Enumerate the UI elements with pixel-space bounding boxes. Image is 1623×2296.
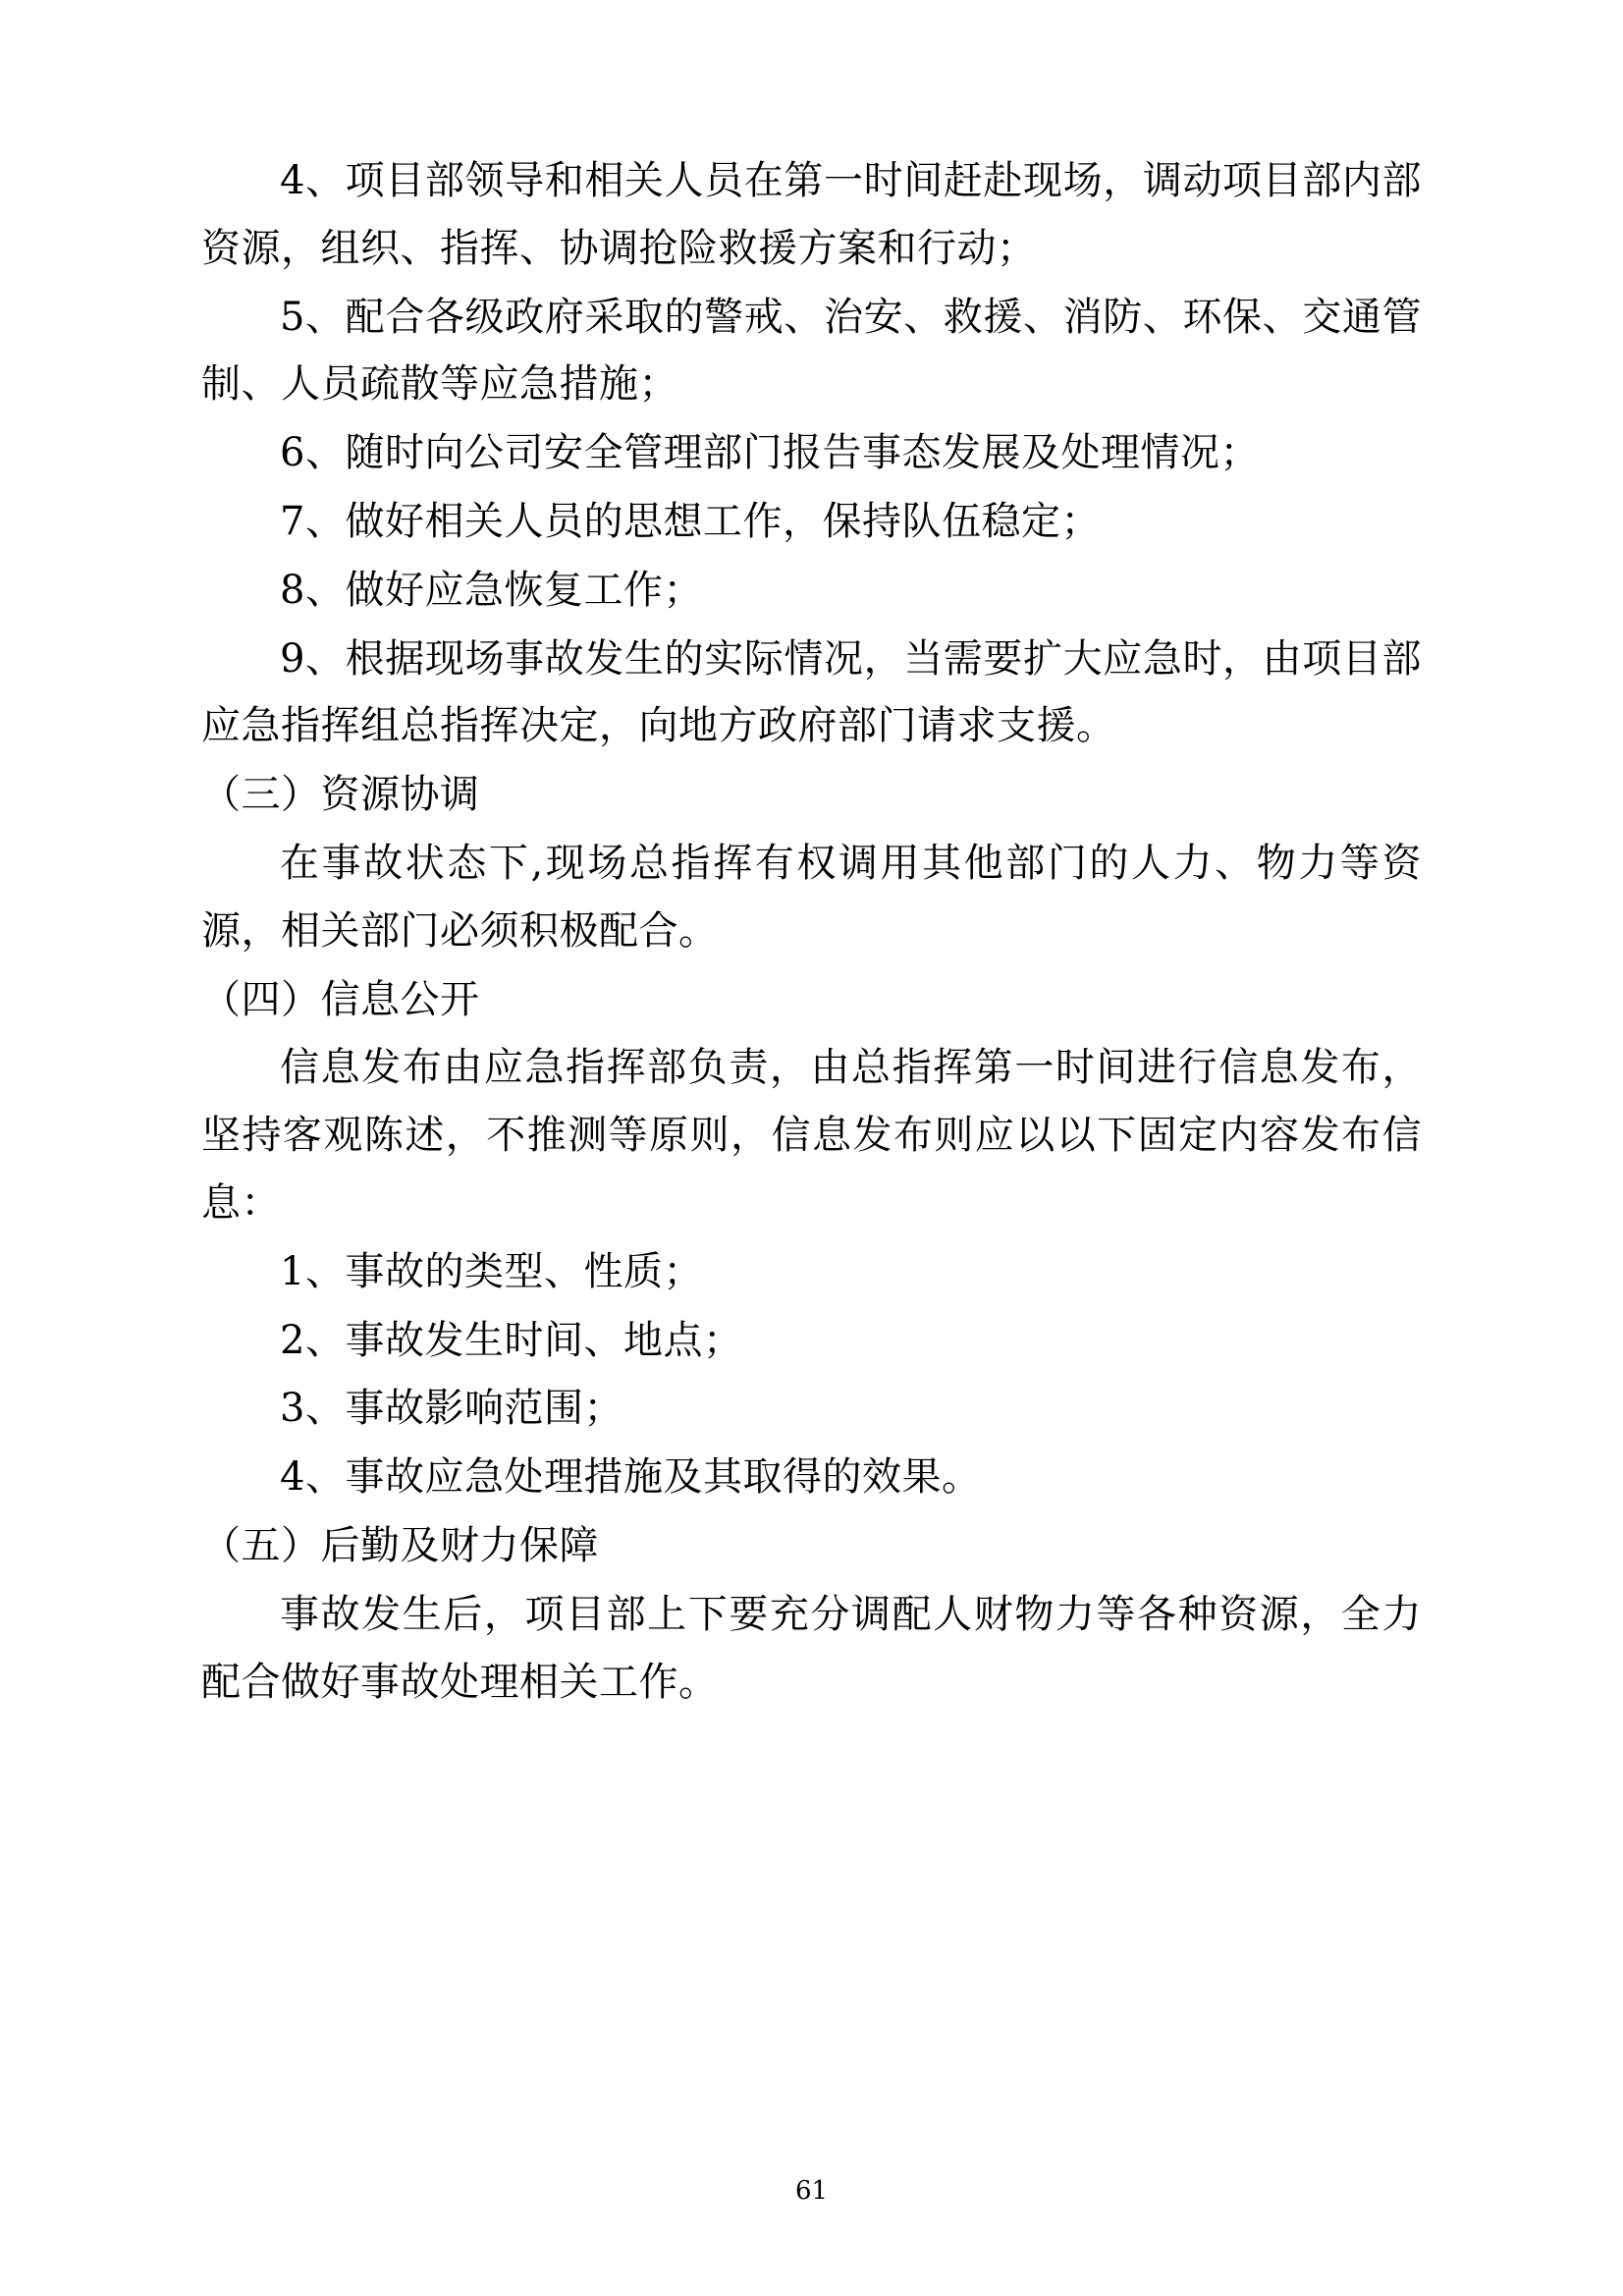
paragraph-item-4-dispatch: 4、项目部领导和相关人员在第一时间赶赴现场，调动项目部内部资源，组织、指挥、协调抢险救援方案和行动； — [201, 158, 1422, 271]
paragraph-logistics-finance: 事故发生后，项目部上下要充分调配人财物力等各种资源，全力配合做好事故处理相关工作。 — [201, 1591, 1422, 1705]
page-number: 61 — [794, 2176, 829, 2206]
paragraph-info-item-4-measures: 4、事故应急处理措施及其取得的效果。 — [280, 1454, 982, 1501]
paragraph-item-5-cooperate: 5、配合各级政府采取的警戒、治安、救援、消防、环保、交通管制、人员疏散等应急措施； — [201, 294, 1422, 408]
heading-resource-coordination: （三）资源协调 — [201, 772, 480, 818]
document-body — [201, 147, 1422, 1716]
paragraph-item-6-report: 6、随时向公司安全管理部门报告事态发展及处理情况； — [280, 430, 1260, 476]
paragraph-info-item-2-time-place: 2、事故发生时间、地点； — [280, 1317, 743, 1363]
heading-information-disclosure: （四）信息公开 — [201, 976, 480, 1022]
paragraph-info-item-1-type: 1、事故的类型、性质； — [280, 1248, 703, 1294]
paragraph-info-item-3-scope: 3、事故影响范围； — [280, 1386, 623, 1432]
paragraph-item-8-recovery: 8、做好应急恢复工作； — [280, 567, 703, 613]
heading-logistics-finance: （五）后勤及财力保障 — [201, 1522, 599, 1568]
paragraph-item-9-expand: 9、根据现场事故发生的实际情况，当需要扩大应急时，由项目部应急指挥组总指挥决定，向地方政府部门请求支援。 — [201, 635, 1422, 749]
paragraph-item-7-thought-work: 7、做好相关人员的思想工作，保持队伍稳定； — [280, 498, 1101, 544]
paragraph-resource-coordination: 在事故状态下,现场总指挥有权调用其他部门的人力、物力等资源，相关部门必须积极配合。 — [201, 840, 1422, 954]
paragraph-information-release: 信息发布由应急指挥部负责，由总指挥第一时间进行信息发布，坚持客观陈述，不推测等原则，信息发布则应以以下固定内容发布信息： — [201, 1045, 1422, 1226]
